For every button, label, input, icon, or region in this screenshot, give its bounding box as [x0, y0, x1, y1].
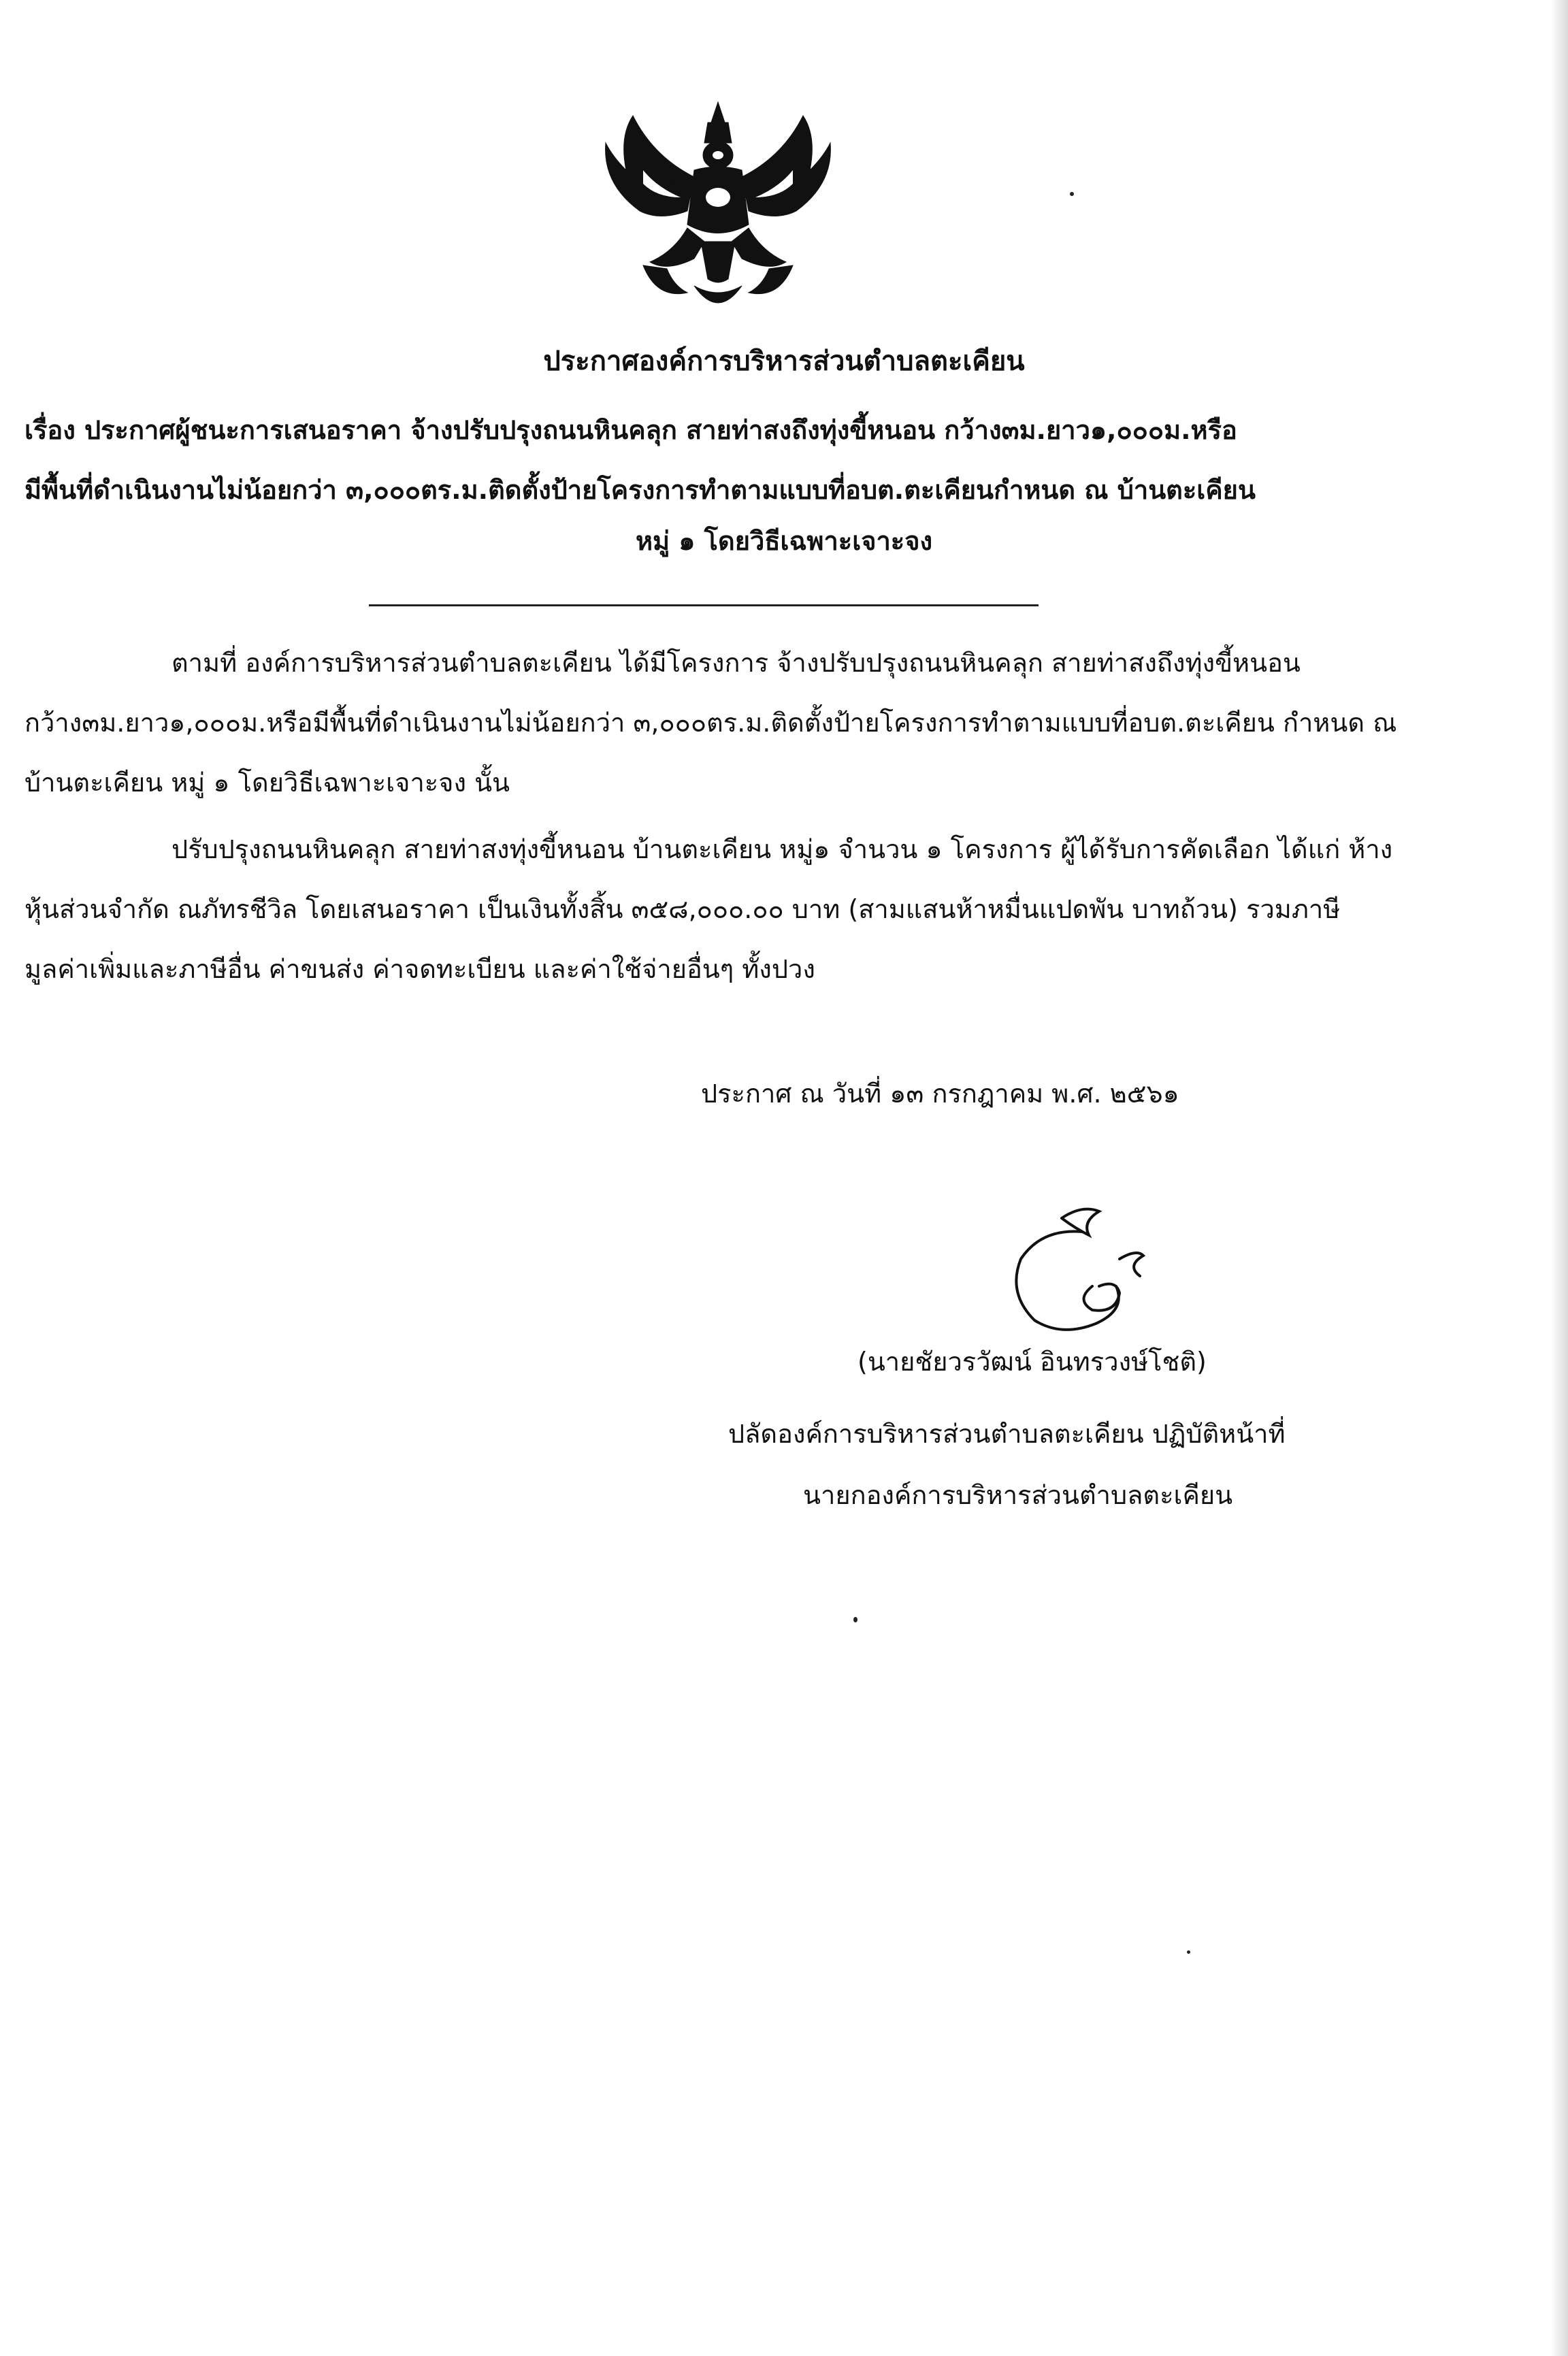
- document-title: ประกาศองค์การบริหารส่วนตำบลตะเคียน: [543, 346, 1025, 377]
- scan-speck: [853, 1617, 858, 1622]
- body-paragraph-1: ตามที่ องค์การบริหารส่วนตำบลตะเคียน ได้มีโครงการ จ้างปรับปรุงถนนหินคลุก สายท่าสงถึงทุ่งขี้หนอน กว้าง๓ม.ยาว๑,๐๐๐ม.หรือมีพื้นที่ดำเนินงานไม่น้อยกว่า ๓,๐๐๐ตร.ม.ติดตั้งป้ายโครงการทำตามแบบที่อบต.ตะเคียน กำหนด ณ บ้านตะเคียน หมู่ ๑ โดยวิธีเฉพาะเจาะจง นั้น: [24, 648, 1397, 798]
- signer-position-2: นายกองค์การบริหารส่วนตำบลตะเคียน: [803, 1480, 1233, 1510]
- scan-speck: [1187, 1950, 1190, 1954]
- signer-position-1: ปลัดองค์การบริหารส่วนตำบลตะเคียน ปฏิบัติหน้าที่: [728, 1419, 1286, 1449]
- handwritten-signature: [980, 1191, 1191, 1347]
- subject-line-1: เรื่อง ประกาศผู้ชนะการเสนอราคา จ้างปรับปรุงถนนหินคลุก สายท่าสงถึงทุ่งขี้หนอน กว้าง๓ม.ยาว๑,๐๐๐ม.หรือ: [24, 415, 1237, 445]
- garuda-emblem: [592, 95, 844, 320]
- announcement-date: ประกาศ ณ วันที่ ๑๓ กรกฎาคม พ.ศ. ๒๕๖๑: [701, 1079, 1179, 1109]
- subject-line-2: มีพื้นที่ดำเนินงานไม่น้อยกว่า ๓,๐๐๐ตร.ม.ติดตั้งป้ายโครงการทำตามแบบที่อบต.ตะเคียนกำหนด ณ บ้านตะเคียน: [24, 475, 1256, 505]
- scan-speck: [1070, 192, 1074, 196]
- signer-name: (นายชัยวรวัฒน์ อินทรวงษ์โชติ): [858, 1347, 1207, 1377]
- body-paragraph-2: ปรับปรุงถนนหินคลุก สายท่าสงทุ่งขี้หนอน บ้านตะเคียน หมู่๑ จำนวน ๑ โครงการ ผู้ได้รับการคัดเลือก ได้แก่ ห้างหุ้นส่วนจำกัด ณภัทรชีวิล โดยเสนอราคา เป็นเงินทั้งสิ้น ๓๕๘,๐๐๐.๐๐ บาท (สามแสนห้าหมื่นแปดพัน บาทถ้วน) รวมภาษีมูลค่าเพิ่มและภาษีอื่น ค่าขนส่ง ค่าจดทะเบียน และค่าใช้จ่ายอื่นๆ ทั้งปวง: [24, 834, 1393, 984]
- divider-line: [369, 604, 1039, 606]
- document-subject: [24, 400, 1399, 520]
- subject-line-3: หมู่ ๑ โดยวิธีเฉพาะเจาะจง: [635, 526, 933, 556]
